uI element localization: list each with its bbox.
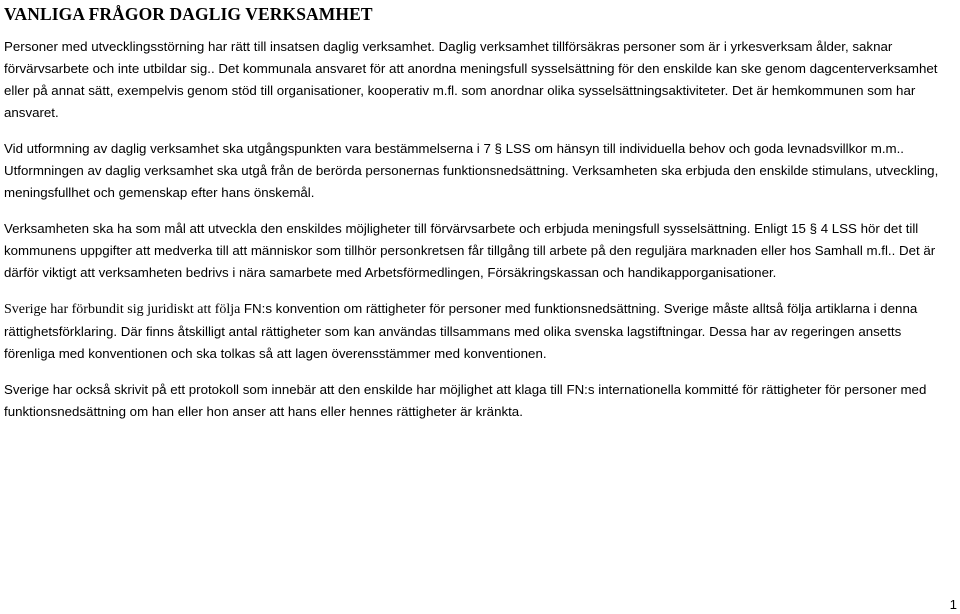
document-title: VANLIGA FRÅGOR DAGLIG VERKSAMHET — [4, 4, 373, 24]
paragraph-fn-konvention — [4, 298, 954, 365]
paragraph-verksamhetens-mal: Verksamheten ska ha som mål att utveckla den enskildes möjligheter till förvärvsarbete och erbjuda meningsfull sysselsättning. Enligt 15 § 4 LSS hör det till kommunens uppgifter att medverka till att människor som tillhör personkretsen får tillgång till arbete på den reguljära marknaden eller hos Samhall m.fl.. Det är därför viktigt att verksamheten bedrivs i nära samarbete med Arbetsförmedlingen, Försäkringskassan och handikapporganisationer. — [4, 221, 936, 280]
paragraph-utformning: Vid utformning av daglig verksamhet ska utgångspunkten vara bestämmelserna i 7 § LSS om hänsyn till individuella behov och goda levnadsvillkor m.m.. Utformningen av daglig verksamhet ska utgå från de berörda personernas funktionsnedsättning. Verksamheten ska erbjuda den enskilde stimulans, utveckling, meningsfullhet och gemenskap efter hans önskemål. — [4, 141, 939, 200]
paragraph-fn-konvention-lead: Sverige har förbundit sig juridiskt att följa — [4, 302, 244, 317]
page-number: 1 — [949, 597, 957, 612]
paragraph-daglig-verksamhet-intro: Personer med utvecklingsstörning har rätt till insatsen daglig verksamhet. Daglig verksamhet tillförsäkras personer som är i yrkesverksam ålder, saknar förvärvsarbete och inte utbildar sig.. Det kommunala ansvaret för att anordna meningsfull sysselsättning för den enskilde kan ske genom dagcenterverksamhet eller på annat sätt, exempelvis genom stöd till organisationer, kooperativ m.fl. som anordnar olika sysselsättningsaktiviteter. Det är hemkommunen som har ansvaret. — [4, 39, 938, 120]
paragraph-fn-protokoll: Sverige har också skrivit på ett protokoll som innebär att den enskilde har möjlighet att klaga till FN:s internationella kommitté för rättigheter för personer med funktionsnedsättning om han eller hon anser att hans eller hennes rättigheter är kränkta. — [4, 382, 927, 419]
paragraph-fn-konvention-rest: FN:s konvention om rättigheter för personer med funktionsnedsättning. Sverige måste alltså följa artiklarna i denna rättighetsförklaring. Där finns åtskilligt antal rättigheter som kan användas tillsammans med olika svenska lagstiftningar. Dessa har av regeringen ansetts förenliga med konventionen och ska tolkas så att lagen överensstämmer med konventionen. — [4, 301, 918, 361]
document-page — [4, 0, 954, 423]
